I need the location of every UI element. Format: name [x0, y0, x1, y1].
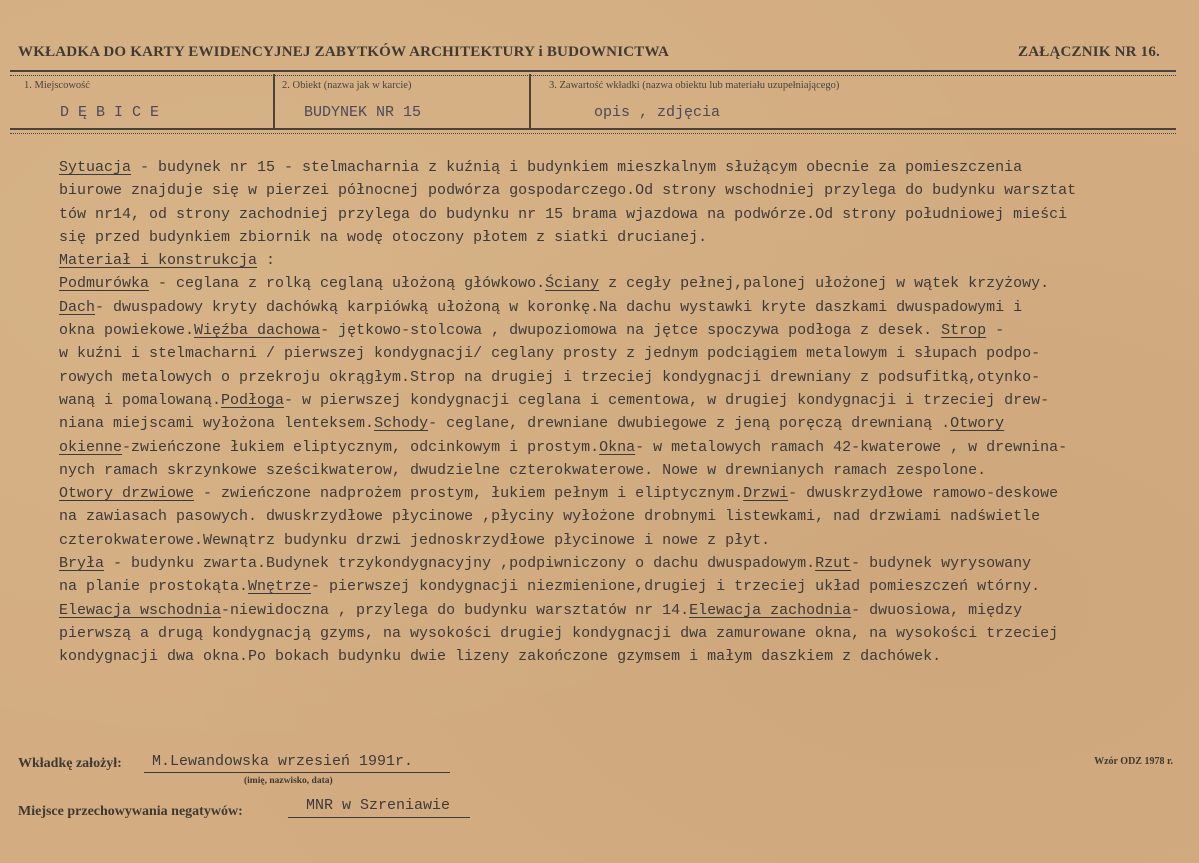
text-line: [59, 575, 1199, 598]
text-segment: - dwuskrzydłowe ramowo-deskowe: [788, 485, 1059, 503]
content-value: opis , zdjęcia: [594, 104, 721, 121]
text-segment: kondygnacji dwa okna.Po bokach budynku dwie lizeny zakończone gzymsem i małym daszkiem z dachówek.: [59, 648, 942, 666]
text-segment: na planie prostokąta.: [59, 578, 249, 596]
section-heading: Strop: [941, 322, 987, 340]
attachment-number: ZAŁĄCZNIK NR 16.: [1018, 44, 1160, 60]
section-heading: Sytuacja: [59, 159, 132, 176]
content-label: 3. Zawartość wkładki (nazwa obiektu lub materiału uzupełniającego): [549, 80, 840, 91]
field-divider: [273, 74, 275, 128]
text-segment: -niewidoczna , przylega do budynku warsztatów nr 14.: [221, 601, 690, 619]
storage-label: Miejsce przechowywania negatywów:: [18, 804, 243, 819]
text-segment: -: [986, 322, 1005, 340]
section-heading: Dach: [59, 298, 96, 316]
text-segment: czterokwaterowe.Wewnątrz budynku drzwi jednoskrzydłowe płycinowe i nowe z płyt.: [59, 531, 771, 549]
card-title: WKŁADKA DO KARTY EWIDENCYJNEJ ZABYTKÓW ARCHITEKTURY i BUDOWNICTWA: [18, 44, 670, 60]
text-line: [59, 552, 1199, 575]
place-value: D Ę B I C E: [60, 104, 160, 121]
storage-value: MNR w Szreniawie: [306, 797, 451, 814]
section-heading: okienne: [59, 438, 123, 456]
text-segment: - w metalowych ramach 42-kwaterowe , w drewnina-: [635, 438, 1068, 456]
text-line: [59, 366, 1199, 389]
header-rule: [10, 70, 1176, 76]
field-divider: [529, 74, 531, 128]
text-line: [59, 459, 1199, 482]
text-line: [59, 529, 1199, 552]
text-segment: - pierwszej kondygnacji niezmienione,drugiej i trzeciej układ pomieszczeń wtórny.: [311, 578, 1041, 596]
text-segment: - dwuspadowy kryty dachówką karpiówką ułożoną w koronkę.Na dachu wystawki kryte daszkami dwuspadowymi i: [95, 298, 1023, 316]
text-segment: - jętkowo-stolcowa , dwupoziomowa na jętce spoczywa podłoga z desek.: [320, 322, 942, 340]
text-line: [59, 436, 1199, 459]
storage-underline: [288, 817, 470, 818]
text-segment: - budynek wyrysowany: [851, 555, 1032, 573]
section-heading: Bryła: [59, 555, 105, 573]
section-heading: Rzut: [815, 555, 852, 573]
object-label: 2. Obiekt (nazwa jak w karcie): [282, 80, 412, 91]
section-heading: Drzwi: [743, 485, 789, 503]
text-line: [59, 249, 1199, 272]
object-value: BUDYNEK NR 15: [304, 104, 422, 121]
text-line: [59, 179, 1199, 202]
section-heading: Wnętrze: [248, 578, 312, 596]
section-heading: Materiał i konstrukcja: [59, 252, 258, 270]
text-segment: niana miejscami wyłożona lenteksem.: [59, 415, 375, 433]
text-segment: tów nr14, od strony zachodniej przylega do budynku nr 15 brama wjazdowa na podwórze.Od strony południowej mieści: [59, 205, 1068, 223]
text-line: [59, 203, 1199, 226]
author-label: Wkładkę założył:: [18, 756, 122, 771]
text-segment: :: [257, 252, 276, 270]
text-line: [59, 645, 1199, 668]
text-segment: pierwszą a drugą kondygnacją gzyms, na wysokości drugiej kondygnacji dwa zamurowane okna, na wysokości trzeciej: [59, 624, 1059, 642]
section-heading: Podłoga: [221, 391, 285, 409]
text-segment: się przed budynkiem zbiornik na wodę otoczony płotem z siatki drucianej.: [59, 228, 708, 246]
text-segment: z cegły pełnej,palonej ułożonej w wątek krzyżowy.: [599, 275, 1050, 293]
place-label: 1. Miejscowość: [24, 80, 90, 91]
author-hint: (imię, nazwisko, data): [244, 776, 333, 786]
section-heading: Ściany: [545, 275, 600, 293]
text-line: [59, 342, 1199, 365]
text-segment: - ceglane, drewniane dwubiegowe z jeną poręczą drewnianą .: [428, 415, 951, 433]
text-line: [59, 599, 1199, 622]
fields-rule: [10, 128, 1176, 134]
text-line: [59, 505, 1199, 528]
text-segment: - budynku zwarta.Budynek trzykondygnacyjny ,podpiwniczony o dachu dwuspadowym.: [104, 555, 816, 573]
section-heading: Więźba dachowa: [194, 322, 321, 340]
text-segment: okna powiekowe.: [59, 322, 195, 340]
form-code: Wzór ODZ 1978 r.: [1094, 756, 1173, 767]
text-line: [59, 412, 1199, 435]
text-segment: - zwieńczone nadprożem prostym, łukiem pełnym i eliptycznym.: [194, 485, 744, 503]
author-underline: [144, 772, 450, 773]
text-segment: nych ramach skrzynkowe sześcikwaterow, dwudzielne czterokwaterowe. Nowe w drewnianych ramach zespolone.: [59, 461, 987, 479]
text-segment: - dwuosiowa, między: [851, 601, 1023, 619]
text-line: [59, 319, 1199, 342]
section-heading: Podmurówka: [59, 275, 150, 293]
text-line: [59, 156, 1199, 179]
text-segment: -zwieńczone łukiem eliptycznym, odcinkowym i prostym.: [122, 438, 600, 456]
card-header: [18, 44, 1178, 66]
text-line: [59, 389, 1199, 412]
text-segment: waną i pomalowaną.: [59, 391, 222, 409]
text-segment: - ceglana z rolką ceglaną ułożoną główkowo.: [149, 275, 546, 293]
text-line: [59, 226, 1199, 249]
text-segment: rowych metalowych o przekroju okrągłym.Strop na drugiej i trzeciej kondygnacji drewniany z podsufitką,otynko-: [59, 368, 1041, 386]
text-segment: - w pierwszej kondygnacji ceglana i cementowa, w drugiej kondygnacji i trzeciej drew-: [284, 391, 1050, 409]
text-line: [59, 296, 1199, 319]
text-segment: na zawiasach pasowych. dwuskrzydłowe płycinowe ,płyciny wyłożone drobnymi listewkami, nad drzwiami nadświetle: [59, 508, 1041, 526]
author-value: M.Lewandowska wrzesień 1991r.: [152, 753, 414, 770]
text-segment: - budynek nr 15 - stelmacharnia z kuźnią i budynkiem mieszkalnym służącym obecnie za pomieszczenia: [131, 159, 1023, 176]
section-heading: Okna: [599, 438, 636, 456]
text-segment: biurowe znajduje się w pierzei północnej podwórza gospodarczego.Od strony wschodniej przylega do budynku warsztat: [59, 182, 1077, 200]
description-text: [59, 156, 1199, 669]
section-heading: Schody: [374, 415, 429, 433]
text-line: [59, 622, 1199, 645]
text-line: [59, 482, 1199, 505]
section-heading: Otwory drzwiowe: [59, 485, 195, 503]
section-heading: Otwory: [950, 415, 1005, 433]
section-heading: Elewacja wschodnia: [59, 601, 222, 619]
text-line: [59, 272, 1199, 295]
text-segment: w kuźni i stelmacharni / pierwszej kondygnacji/ ceglany prosty z jednym podciągiem metalowym i słupach podpo-: [59, 345, 1041, 363]
section-heading: Elewacja zachodnia: [689, 601, 852, 619]
